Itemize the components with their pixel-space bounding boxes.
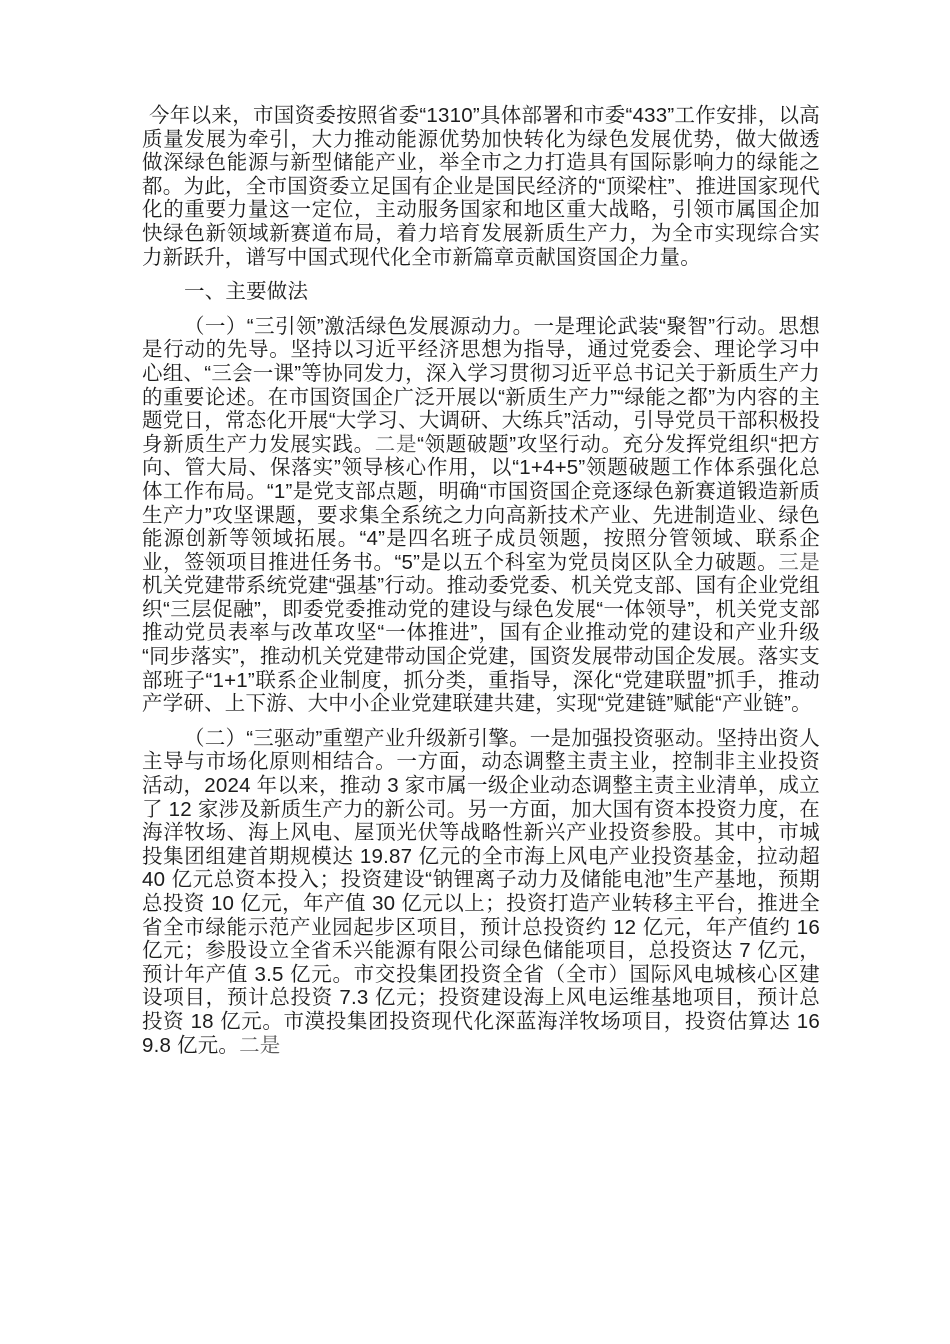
text-run: （二）“三驱动”重塑产业升级新引擎。一是加强投资驱动。坚持出资人主导与市场化原则相结合。一方面，动态调整主责主业，控制非主业投资活动，2024 年以来，推动 3 家市属一级企业动态调整主责主业清单，成立了 12 家涉及新质生产力的新公司。另一方面，加大国有资本投资力度，在海洋牧场、海上风电、屋顶光伏等战略性新兴产业投资参股。其中，市城投集团组建首期规模达 19.87 亿元的全市海上风电产业投资基金，拉动超 40 亿元总资本投入；投资建设“钠锂离子动力及储能电池”生产基地，预期总投资 10 亿元，年产值 30 亿元以上；投资打造产业转移主平台，推进全省全市绿能示范产业园起步区项目，预计总投资约 12 亿元，年产值约 16 亿元；参股设立全省禾兴能源有限公司绿色储能项目，总投资达 7 亿元，预计年产值 3.5 亿元。市交投集团投资全省（全市）国际风电城核心区建设项目，预计总投资 7.3 亿元；投资建设海上风电运维基地项目，预计总投资 18 亿元。市漠投集团投资现代化深蓝海洋牧场项目，投资估算达 169.8 亿元。 (142, 726, 820, 1057)
ordinal-marker: 二是 (239, 1033, 281, 1057)
paragraph-section-1 (142, 315, 820, 716)
text-run: 一、主要做法 (184, 280, 309, 304)
paragraph-intro (142, 104, 820, 269)
section-heading (142, 280, 820, 304)
text-run: 今年以来，市国资委按照省委“1310”具体部署和市委“433”工作安排，以高质量发展为牵引，大力推动能源优势加快转化为绿色发展优势，做大做透做深绿色能源与新型储能产业，举全市之力打造具有国际影响力的绿能之都。为此，全市国资委立足国有企业是国民经济的“顶梁柱”、推进国家现代化的重要力量这一定位，主动服务国家和地区重大战略，引领市属国企加快绿色新领域新赛道布局，着力培育发展新质生产力，为全市实现综合实力新跃升，谱写中国式现代化全市新篇章贡献国资国企力量。 (142, 104, 820, 269)
text-run: “领题破题”攻坚行动。充分发挥党组织“把方向、管大局、保落实”领导核心作用，以“1+4+5”领题破题工作体系强化总体工作布局。“1”是党支部点题，明确“市国资国企竞逐绿色新赛道锻造新质生产力”攻坚课题，要求集全系统之力向高新技术产业、先进制造业、绿色能源创新等领域拓展。“4”是四名班子成员领题，按照分管领域、联系企业，签领项目推进任务书。“5”是以五个科室为党员岗区队全力破题。 (142, 432, 821, 574)
paragraph-section-2 (142, 727, 820, 1057)
text-run: （一）“三引领”激活绿色发展源动力。一是理论武装“聚智”行动。思想是行动的先导。坚持以习近平经济思想为指导，通过党委会、理论学习中心组、“三会一课”等协同发力，深入学习贯彻习近平总书记关于新质生产力的重要论述。在市国资国企广泛开展以“新质生产力”“绿能之都”为内容的主题党日，常态化开展“大学习、大调研、大练兵”活动，引导党员干部积极投身新质生产力发展实践。 (142, 314, 820, 456)
ordinal-marker: 三是 (778, 550, 820, 574)
ordinal-marker: 二是 (374, 432, 418, 456)
text-run: 机关党建带系统党建“强基”行动。推动委党委、机关党支部、国有企业党组织“三层促融”，即委党委推动党的建设与绿色发展“一体领导”，机关党支部推动党员表率与改革攻坚“一体推进”，国有企业推动党的建设和产业升级“同步落实”，推动机关党建带动国企党建，国资发展带动国企发展。落实支部班子“1+1”联系企业制度，抓分类，重指导，深化“党建联盟”抓手，推动产学研、上下游、大中小企业党建联建共建，实现“党建链”赋能“产业链”。 (142, 574, 820, 716)
